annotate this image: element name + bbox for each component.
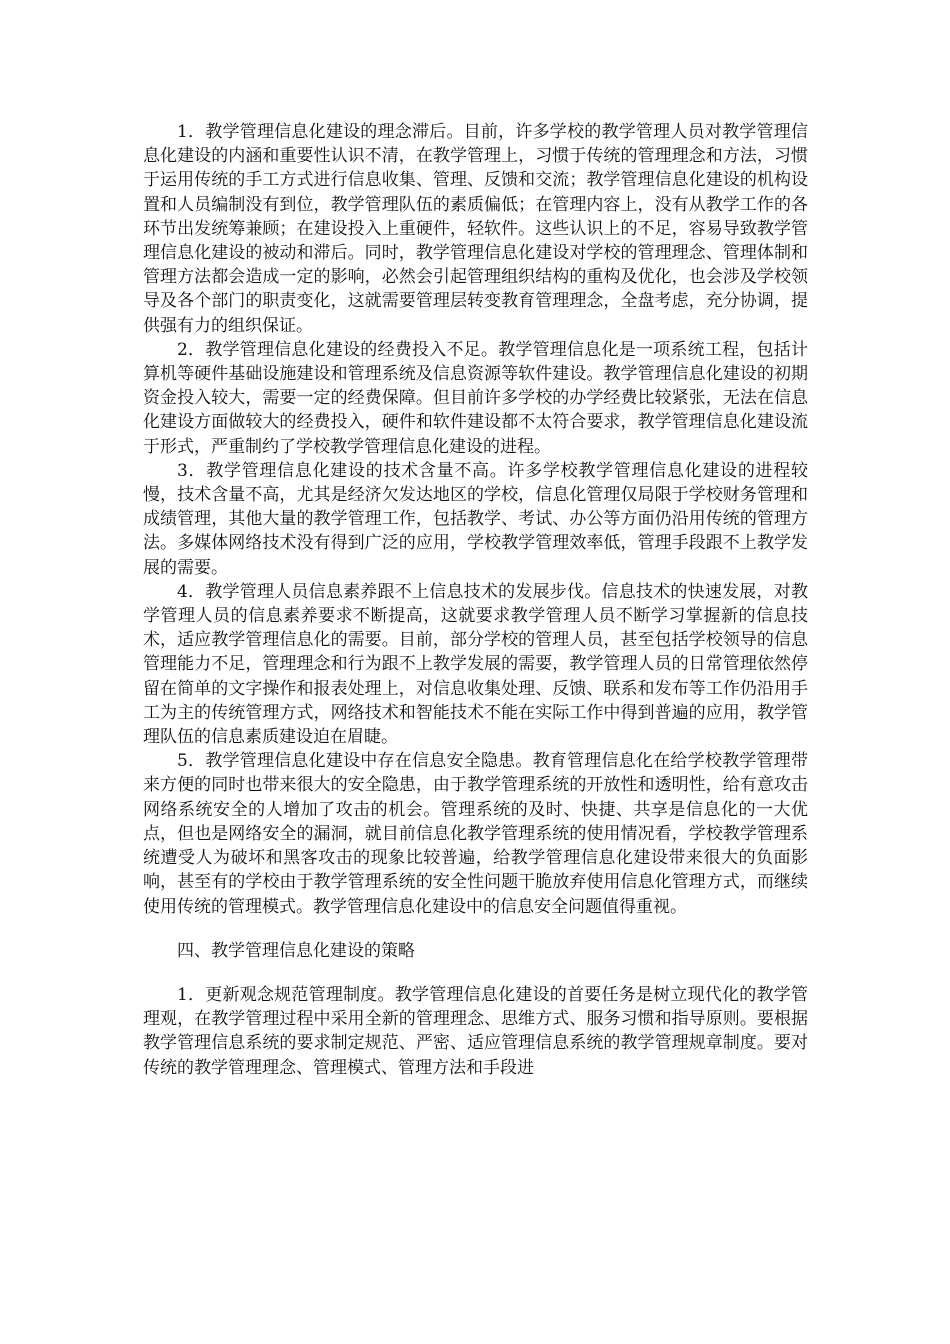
paragraph-6: 1．更新观念规范管理制度。教学管理信息化建设的首要任务是树立现代化的教学管理观，在教学管理过程中采用全新的管理理念、思维方式、服务习惯和指导原则。要根据教学管理信息系统的要求制定规范、严密、适应管理信息系统的教学管理规章制度。要对传统的教学管理理念、管理模式、管理方法和手段进 [143, 984, 808, 1078]
section-heading: 四、教学管理信息化建设的策略 [177, 940, 415, 961]
paragraph-2: 2．教学管理信息化建设的经费投入不足。教学管理信息化是一项系统工程，包括计算机等硬件基础设施建设和管理系统及信息资源等软件建设。教学管理信息化建设的初期资金投入较大，需要一定的经费保障。但目前许多学校的办学经费比较紧张，无法在信息化建设方面做较大的经费投入，硬件和软件建设都不太符合要求，教学管理信息化建设流于形式，严重制约了学校教学管理信息化建设的进程。 [143, 339, 808, 457]
paragraph-5: 5．教学管理信息化建设中存在信息安全隐患。教育管理信息化在给学校教学管理带来方便的同时也带来很大的安全隐患，由于教学管理系统的开放性和透明性，给有意攻击网络系统安全的人增加了攻击的机会。管理系统的及时、快捷、共享是信息化的一大优点，但也是网络安全的漏洞，就目前信息化教学管理系统的使用情况看，学校教学管理系统遭受人为破坏和黑客攻击的现象比较普遍，给教学管理信息化建设带来很大的负面影响，甚至有的学校由于教学管理系统的安全性问题干脆放弃使用信息化管理方式，而继续使用传统的管理模式。教学管理信息化建设中的信息安全问题值得重视。 [143, 751, 808, 917]
paragraph-3: 3．教学管理信息化建设的技术含量不高。许多学校教学管理信息化建设的进程较慢，技术含量不高，尤其是经济欠发达地区的学校，信息化管理仅局限于学校财务管理和成绩管理，其他大量的教学管理工作，包括教学、考试、办公等方面仍沿用传统的管理方法。多媒体网络技术没有得到广泛的应用，学校教学管理效率低，管理手段跟不上教学发展的需要。 [143, 460, 808, 578]
paragraph-1: 1．教学管理信息化建设的理念滞后。目前，许多学校的教学管理人员对教学管理信息化建设的内涵和重要性认识不清，在教学管理上，习惯于传统的管理理念和方法，习惯于运用传统的手工方式进行信息收集、管理、反馈和交流；教学管理信息化建设的机构设置和人员编制没有到位，教学管理队伍的素质偏低；在管理内容上，没有从教学工作的各环节出发统筹兼顾；在建设投入上重硬件，轻软件。这些认识上的不足，容易导致教学管理信息化建设的被动和滞后。同时，教学管理信息化建设对学校的管理理念、管理体制和管理方法都会造成一定的影响，必然会引起管理组织结构的重构及优化，也会涉及学校领导及各个部门的职责变化，这就需要管理层转变教育管理理念，全盘考虑，充分协调，提供强有力的组织保证。 [143, 122, 808, 336]
paragraph-4: 4．教学管理人员信息素养跟不上信息技术的发展步伐。信息技术的快速发展，对教学管理人员的信息素养要求不断提高，这就要求教学管理人员不断学习掌握新的信息技术，适应教学管理信息化的需要。目前，部分学校的管理人员，甚至包括学校领导的信息管理能力不足，管理理念和行为跟不上教学发展的需要，教学管理人员的日常管理依然停留在简单的文字操作和报表处理上，对信息收集处理、反馈、联系和发布等工作仍沿用手工为主的传统管理方式，网络技术和智能技术不能在实际工作中得到普遍的应用，教学管理队伍的信息素质建设迫在眉睫。 [143, 581, 808, 748]
document-body [143, 120, 808, 1080]
